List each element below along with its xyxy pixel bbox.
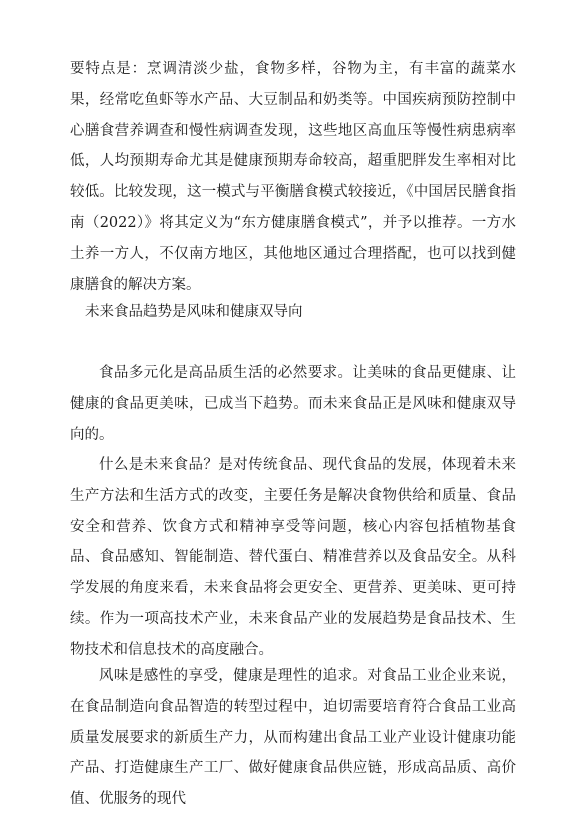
body-paragraph: 食品多元化是高品质生活的必然要求。让美味的食品更健康、让健康的食品更美味，已成当下趋势。而未来食品正是风味和健康双导向的。: [70, 365, 516, 443]
body-paragraph: 什么是未来食品？是对传统食品、现代食品的发展，体现着未来生产方法和生活方式的改变，主要任务是解决食物供给和质量、食品安全和营养、饮食方式和精神享受等问题，核心内容包括植物基食品、食品感知、智能制造、替代蛋白、精准营养以及食品安全。从科学发展的角度来看，未来食品将会更安全、更营养、更美味、更可持续。作为一项高技术产业，未来食品产业的发展趋势是食品技术、生物技术和信息技术的高度融合。: [70, 457, 516, 658]
body-paragraph: 风味是感性的享受，健康是理性的追求。对食品工业企业来说，在食品制造向食品智造的转型过程中，迫切需要培育符合食品工业高质量发展要求的新质生产力，从而构建出食品工业产业设计健康功能产品、打造健康生产工厂、做好健康食品供应链，形成高品质、高价值、优服务的现代: [70, 668, 516, 808]
section-heading: 未来食品趋势是风味和健康双导向: [85, 304, 303, 320]
body-paragraph: 要特点是：烹调清淡少盐，食物多样，谷物为主，有丰富的蔬菜水果，经常吃鱼虾等水产品、大豆制品和奶类等。中国疾病预防控制中心膳食营养调查和慢性病调查发现，这些地区高血压等慢性病患病率低，人均预期寿命尤其是健康预期寿命较高，超重肥胖发生率相对比较低。比较发现，这一模式与平衡膳食模式较接近，《中国居民膳食指南（2022）》将其定义为“东方健康膳食模式”，并予以推荐。一方水土养一方人，不仅南方地区，其他地区通过合理搭配，也可以找到健康膳食的解决方案。: [70, 61, 516, 293]
